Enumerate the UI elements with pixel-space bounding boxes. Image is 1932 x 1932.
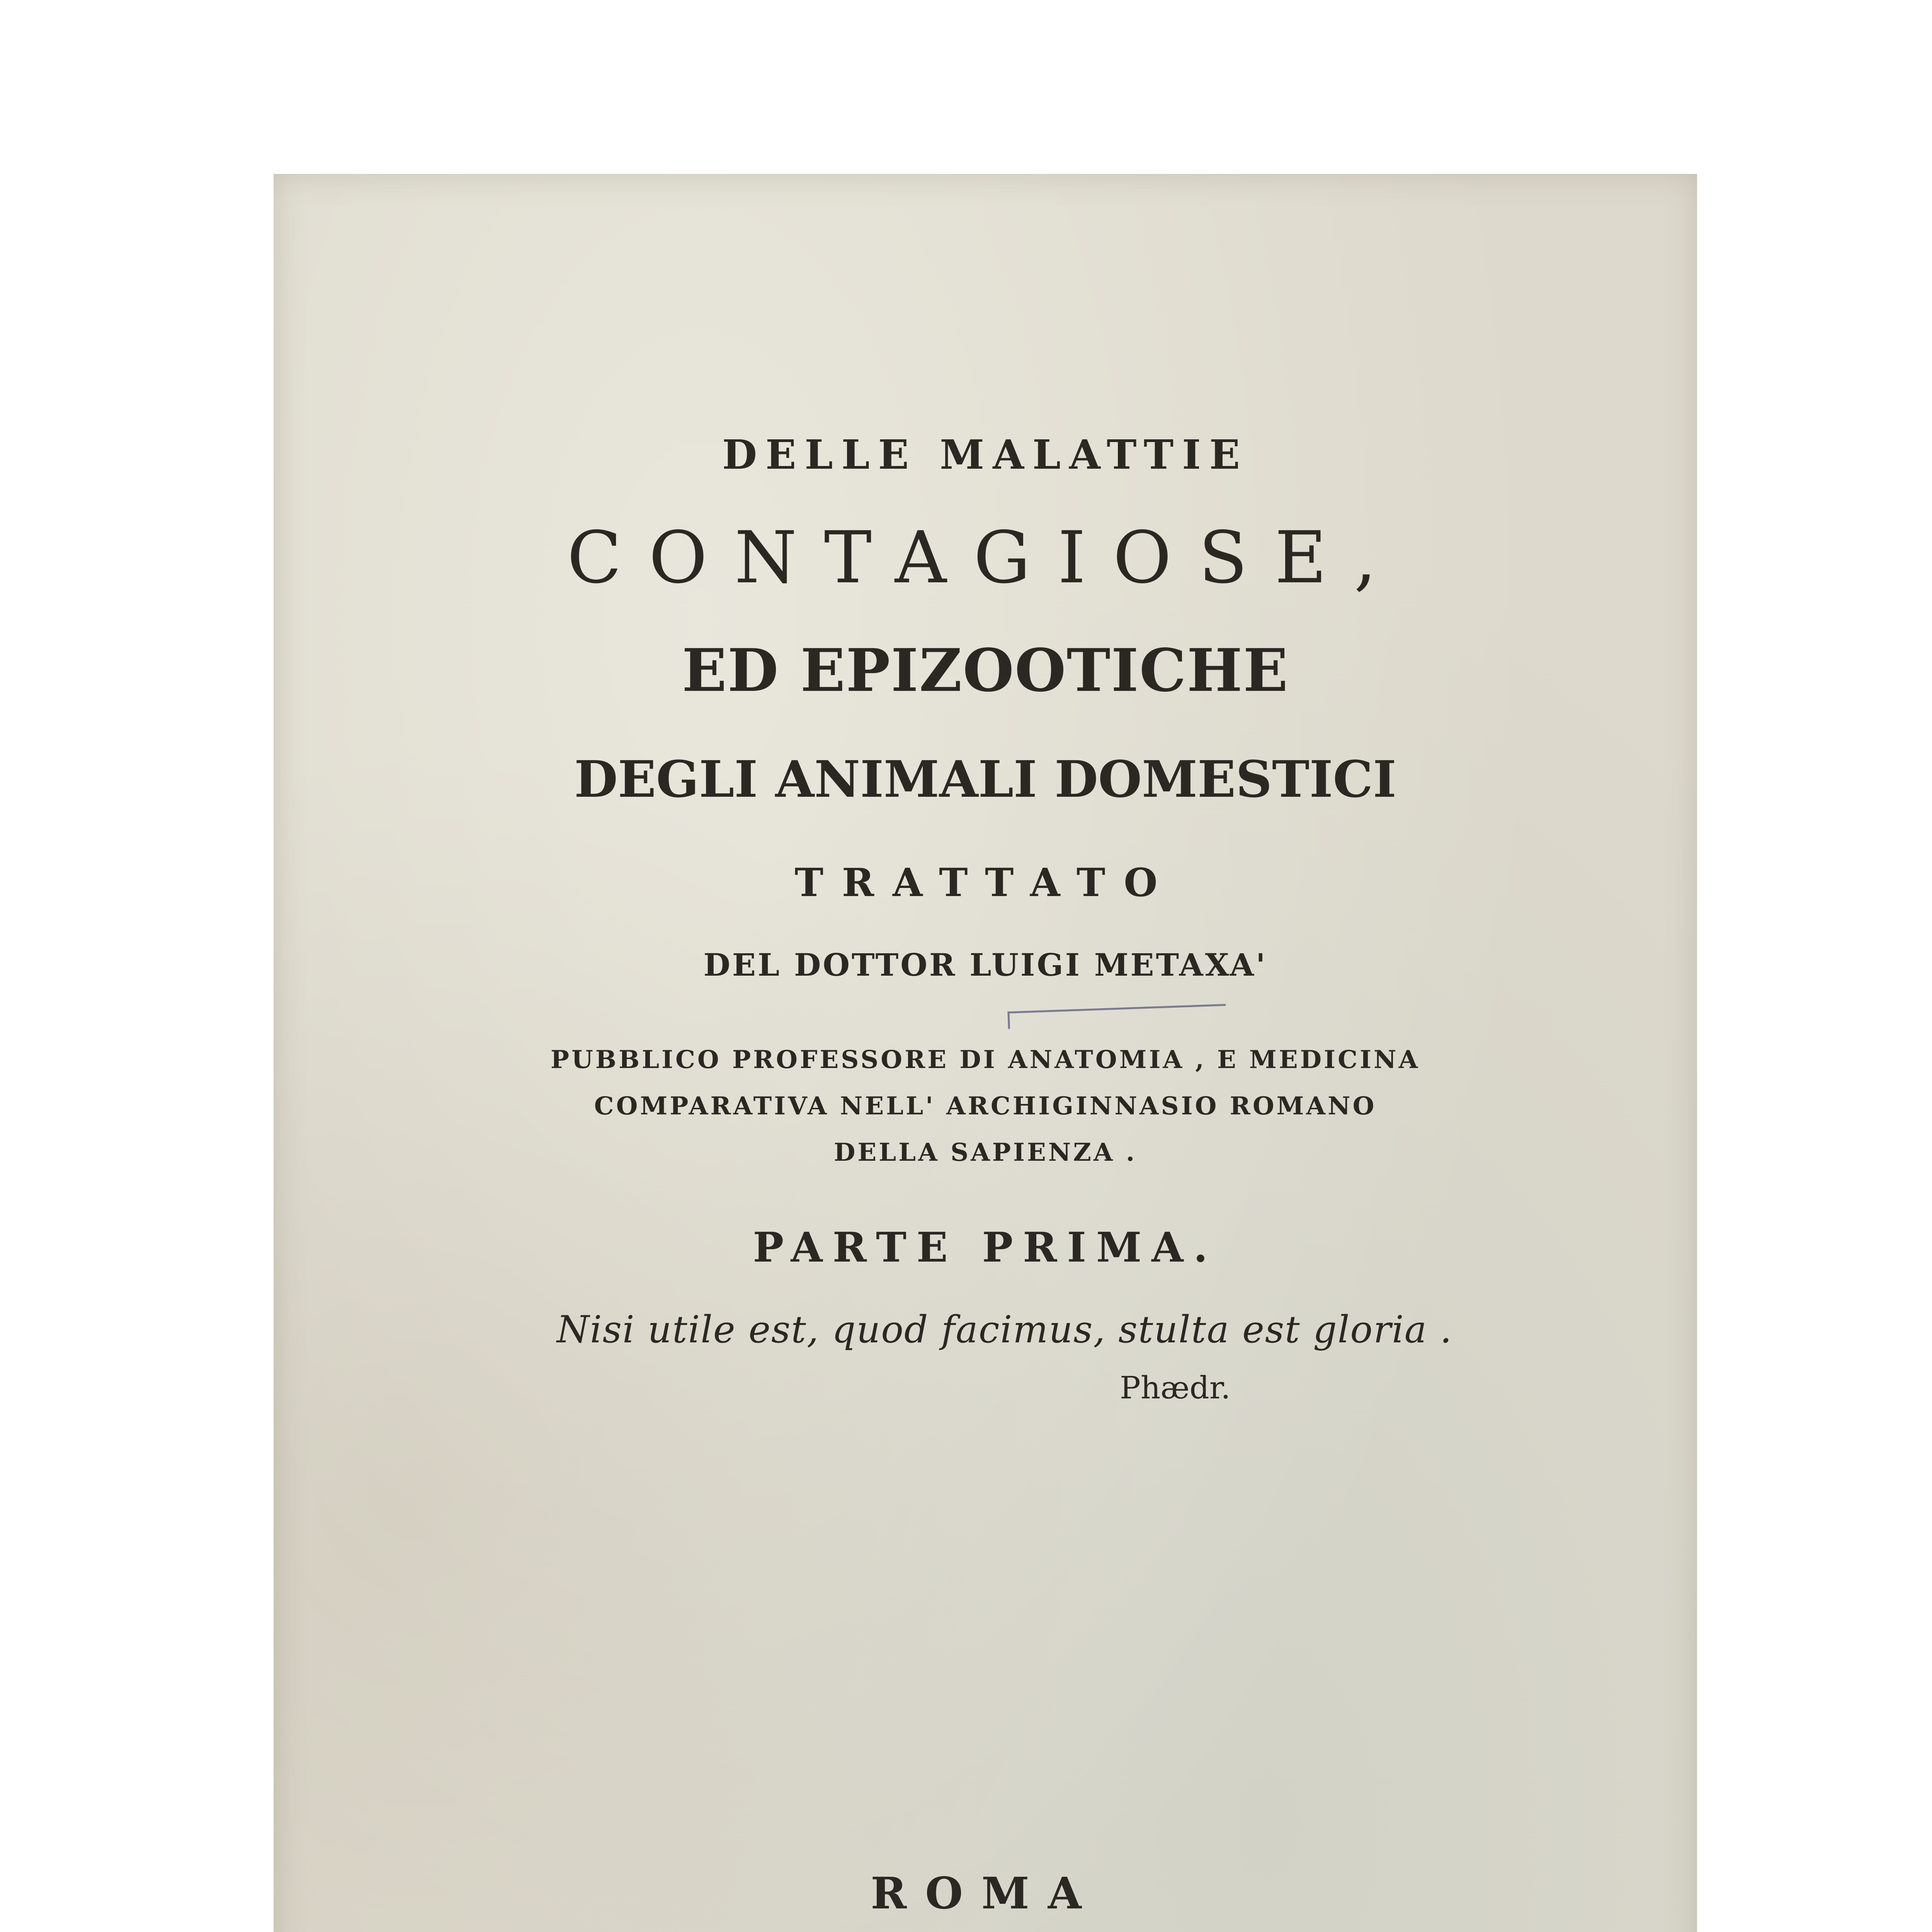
scanned-title-page (274, 174, 1697, 1932)
title-line-2: CONTAGIOSE, (567, 516, 1404, 599)
part-heading: PARTE PRIMA. (753, 1223, 1218, 1271)
motto: Nisi utile est, quod facimus, stulta est gloria . (556, 1308, 1453, 1351)
title-line-3: ED EPIZOOTICHE (682, 636, 1289, 705)
imprint-city: ROMA (871, 1868, 1100, 1919)
affiliation-line-2: COMPARATIVA NELL' ARCHIGINNASIO ROMANO (594, 1092, 1377, 1121)
affiliation-line-1: PUBBLICO PROFESSORE DI ANATOMIA , E MEDICINA (550, 1045, 1420, 1074)
title-line-1: DELLE MALATTIE (722, 431, 1249, 478)
title-line-5: TRATTATO (794, 860, 1176, 905)
author-line: DEL DOTTOR LUIGI METAXA' (703, 947, 1267, 983)
affiliation-line-3: DELLA SAPIENZA . (833, 1138, 1137, 1167)
motto-author: Phædr. (1120, 1370, 1231, 1406)
title-line-4: DEGLI ANIMALI DOMESTICI (574, 750, 1396, 809)
pencil-bracket-mark (1007, 1004, 1226, 1029)
